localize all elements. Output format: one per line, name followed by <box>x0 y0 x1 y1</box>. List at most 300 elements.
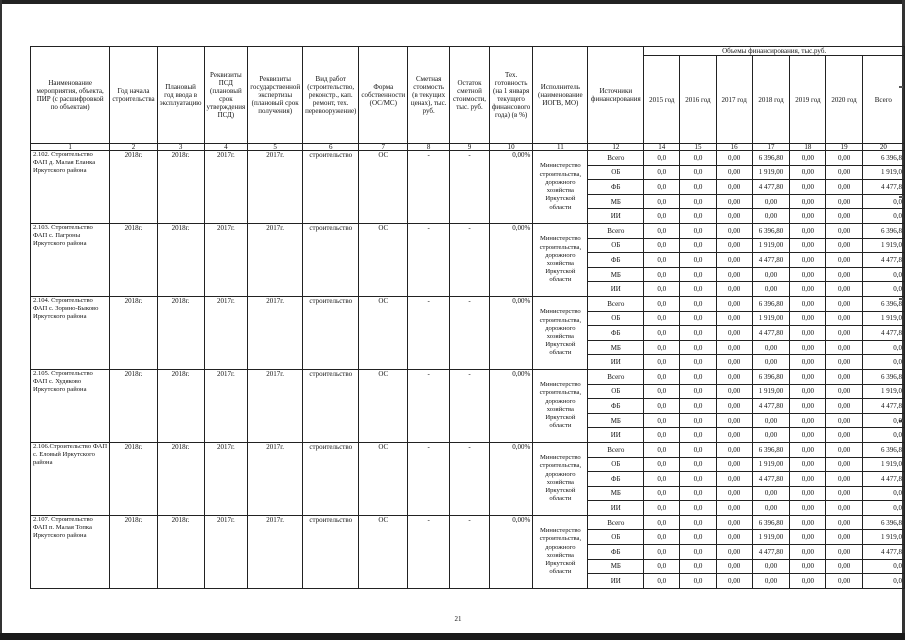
object-psd: 2017г. <box>204 151 248 224</box>
value-total: 6 396,8 <box>862 369 904 384</box>
value-2017: 0,00 <box>716 384 752 399</box>
object-remainder: - <box>450 296 490 369</box>
value-2018: 6 396,80 <box>752 224 790 239</box>
value-2020: 0,00 <box>826 165 862 180</box>
object-year-commission: 2018г. <box>157 442 204 515</box>
column-number: 3 <box>157 144 204 151</box>
value-2016: 0,0 <box>680 165 716 180</box>
column-number: 1 <box>31 144 110 151</box>
value-2020: 0,00 <box>826 472 862 487</box>
value-total: 4 477,8 <box>862 399 904 414</box>
value-2019: 0,00 <box>790 574 826 589</box>
value-2016: 0,0 <box>680 413 716 428</box>
value-2015: 0,0 <box>644 559 680 574</box>
object-ownership: ОС <box>359 151 408 224</box>
object-year-start: 2018г. <box>110 296 157 369</box>
value-2016: 0,0 <box>680 384 716 399</box>
value-2018: 0,00 <box>752 282 790 297</box>
value-2018: 0,00 <box>752 194 790 209</box>
scan-border-top <box>0 0 905 4</box>
header-estimate: Сметная стоимость (в текущих ценах), тыс. руб. <box>408 47 450 144</box>
value-2017: 0,00 <box>716 486 752 501</box>
object-readiness: 0,00% <box>489 224 532 297</box>
value-2019: 0,00 <box>790 340 826 355</box>
value-2019: 0,00 <box>790 326 826 341</box>
value-2016: 0,0 <box>680 296 716 311</box>
value-2019: 0,00 <box>790 209 826 224</box>
value-2020: 0,00 <box>826 326 862 341</box>
value-2015: 0,0 <box>644 384 680 399</box>
funding-source: ИИ <box>588 574 644 589</box>
object-readiness: 0,00% <box>489 369 532 442</box>
value-2016: 0,0 <box>680 428 716 443</box>
value-total: 4 477,8 <box>862 545 904 560</box>
funding-source: ОБ <box>588 165 644 180</box>
object-estimate: - <box>408 442 450 515</box>
funding-source: ИИ <box>588 355 644 370</box>
value-2017: 0,00 <box>716 209 752 224</box>
value-2020: 0,00 <box>826 442 862 457</box>
value-total: 0,0 <box>862 267 904 282</box>
value-2019: 0,00 <box>790 180 826 195</box>
value-2018: 4 477,80 <box>752 472 790 487</box>
header-funding-group: Объемы финансирования, тыс.руб. <box>644 47 905 56</box>
value-2019: 0,00 <box>790 530 826 545</box>
value-2015: 0,0 <box>644 399 680 414</box>
value-2016: 0,0 <box>680 545 716 560</box>
value-2015: 0,0 <box>644 413 680 428</box>
object-work-type: строительство <box>303 369 359 442</box>
object-executor: Министерство строительства, дорожного хозяйства Иркутской области <box>533 515 588 588</box>
value-2017: 0,00 <box>716 428 752 443</box>
value-2020: 0,00 <box>826 515 862 530</box>
value-2016: 0,0 <box>680 530 716 545</box>
header-psd: Реквизиты ПСД (плановый срок утверждения ПСД) <box>204 47 248 144</box>
value-2017: 0,00 <box>716 515 752 530</box>
header-ownership: Форма собственности (ОС/МС) <box>359 47 408 144</box>
object-expertise: 2017г. <box>248 369 303 442</box>
value-total: 0,0 <box>862 355 904 370</box>
value-2020: 0,00 <box>826 296 862 311</box>
header-year-commission: Плановый год ввода в эксплуатацию <box>157 47 204 144</box>
object-estimate: - <box>408 369 450 442</box>
value-2015: 0,0 <box>644 253 680 268</box>
value-2019: 0,00 <box>790 151 826 166</box>
value-2018: 6 396,80 <box>752 296 790 311</box>
object-remainder: - <box>450 515 490 588</box>
funding-source: ИИ <box>588 282 644 297</box>
header-year-2016: 2016 год <box>680 56 716 144</box>
value-2016: 0,0 <box>680 340 716 355</box>
value-2015: 0,0 <box>644 224 680 239</box>
value-2015: 0,0 <box>644 209 680 224</box>
object-executor: Министерство строительства, дорожного хозяйства Иркутской области <box>533 442 588 515</box>
value-2017: 0,00 <box>716 253 752 268</box>
value-2017: 0,00 <box>716 311 752 326</box>
value-2020: 0,00 <box>826 530 862 545</box>
header-year-2018: 2018 год <box>752 56 790 144</box>
value-2015: 0,0 <box>644 180 680 195</box>
value-2020: 0,00 <box>826 559 862 574</box>
value-2016: 0,0 <box>680 369 716 384</box>
value-2016: 0,0 <box>680 472 716 487</box>
value-2015: 0,0 <box>644 442 680 457</box>
object-remainder: - <box>450 151 490 224</box>
value-2020: 0,00 <box>826 545 862 560</box>
value-total: 0,0 <box>862 209 904 224</box>
object-year-commission: 2018г. <box>157 515 204 588</box>
funding-source: ФБ <box>588 326 644 341</box>
value-2018: 4 477,80 <box>752 180 790 195</box>
value-2020: 0,00 <box>826 457 862 472</box>
value-2015: 0,0 <box>644 530 680 545</box>
funding-source: Всего <box>588 442 644 457</box>
funding-source: ОБ <box>588 311 644 326</box>
object-expertise: 2017г. <box>248 296 303 369</box>
value-2017: 0,00 <box>716 224 752 239</box>
header-expertise: Реквизиты государственной экспертизы (плановый срок получения) <box>248 47 303 144</box>
object-ownership: ОС <box>359 442 408 515</box>
value-2016: 0,0 <box>680 151 716 166</box>
financing-table <box>30 46 905 589</box>
value-2015: 0,0 <box>644 238 680 253</box>
value-total: 1 919,0 <box>862 530 904 545</box>
value-2016: 0,0 <box>680 311 716 326</box>
column-number: 9 <box>450 144 490 151</box>
value-2015: 0,0 <box>644 515 680 530</box>
value-2018: 6 396,80 <box>752 442 790 457</box>
column-number: 14 <box>644 144 680 151</box>
object-work-type: строительство <box>303 515 359 588</box>
header-year-2015: 2015 год <box>644 56 680 144</box>
funding-source: ФБ <box>588 399 644 414</box>
value-2016: 0,0 <box>680 238 716 253</box>
value-total: 4 477,8 <box>862 472 904 487</box>
table-header <box>31 47 905 144</box>
value-2017: 0,00 <box>716 238 752 253</box>
funding-source: МБ <box>588 559 644 574</box>
value-total: 4 477,8 <box>862 253 904 268</box>
object-expertise: 2017г. <box>248 442 303 515</box>
value-2019: 0,00 <box>790 486 826 501</box>
object-psd: 2017г. <box>204 442 248 515</box>
value-2017: 0,00 <box>716 194 752 209</box>
value-2015: 0,0 <box>644 545 680 560</box>
value-2019: 0,00 <box>790 238 826 253</box>
value-2015: 0,0 <box>644 574 680 589</box>
value-2017: 0,00 <box>716 296 752 311</box>
value-2017: 0,00 <box>716 457 752 472</box>
value-2017: 0,00 <box>716 559 752 574</box>
value-2019: 0,00 <box>790 311 826 326</box>
value-2019: 0,00 <box>790 413 826 428</box>
header-work-type: Вид работ (строительство, реконстр., кап. ремонт, тех. перевооружение) <box>303 47 359 144</box>
value-2018: 0,00 <box>752 486 790 501</box>
value-2015: 0,0 <box>644 355 680 370</box>
funding-source: ФБ <box>588 472 644 487</box>
object-year-start: 2018г. <box>110 515 157 588</box>
value-2019: 0,00 <box>790 442 826 457</box>
value-total: 0,0 <box>862 501 904 516</box>
object-remainder: - <box>450 369 490 442</box>
object-expertise: 2017г. <box>248 151 303 224</box>
value-total: 0,0 <box>862 574 904 589</box>
value-2018: 0,00 <box>752 340 790 355</box>
value-total: 4 477,8 <box>862 326 904 341</box>
object-name: 2.103. Строительство ФАП с. Пагроны Иркутского района <box>31 224 110 297</box>
header-year-2019: 2019 год <box>790 56 826 144</box>
value-2019: 0,00 <box>790 428 826 443</box>
funding-source: ОБ <box>588 238 644 253</box>
object-executor: Министерство строительства, дорожного хозяйства Иркутской области <box>533 369 588 442</box>
value-total: 0,0 <box>862 428 904 443</box>
object-ownership: ОС <box>359 224 408 297</box>
column-number: 12 <box>588 144 644 151</box>
value-total: 1 919,0 <box>862 457 904 472</box>
value-2017: 0,00 <box>716 369 752 384</box>
header-year-start: Год начала строительства <box>110 47 157 144</box>
value-2018: 1 919,00 <box>752 384 790 399</box>
value-2016: 0,0 <box>680 180 716 195</box>
object-executor: Министерство строительства, дорожного хозяйства Иркутской области <box>533 151 588 224</box>
value-2019: 0,00 <box>790 194 826 209</box>
value-2020: 0,00 <box>826 399 862 414</box>
value-total: 0,0 <box>862 282 904 297</box>
value-2020: 0,00 <box>826 253 862 268</box>
table-row <box>31 515 905 530</box>
table-row <box>31 151 905 166</box>
value-2020: 0,00 <box>826 194 862 209</box>
value-2016: 0,0 <box>680 267 716 282</box>
value-2020: 0,00 <box>826 384 862 399</box>
value-2019: 0,00 <box>790 224 826 239</box>
table-row <box>31 369 905 384</box>
value-2018: 0,00 <box>752 559 790 574</box>
column-number: 4 <box>204 144 248 151</box>
object-year-commission: 2018г. <box>157 224 204 297</box>
value-2017: 0,00 <box>716 574 752 589</box>
funding-source: МБ <box>588 486 644 501</box>
value-2017: 0,00 <box>716 442 752 457</box>
value-2019: 0,00 <box>790 282 826 297</box>
value-2020: 0,00 <box>826 180 862 195</box>
object-remainder: - <box>450 442 490 515</box>
value-2020: 0,00 <box>826 209 862 224</box>
value-2015: 0,0 <box>644 472 680 487</box>
value-2019: 0,00 <box>790 515 826 530</box>
scan-border-left <box>0 0 2 640</box>
funding-source: Всего <box>588 296 644 311</box>
value-total: 1 919,0 <box>862 384 904 399</box>
value-total: 6 396,8 <box>862 224 904 239</box>
object-year-commission: 2018г. <box>157 151 204 224</box>
table-row <box>31 296 905 311</box>
value-2018: 4 477,80 <box>752 326 790 341</box>
object-year-start: 2018г. <box>110 224 157 297</box>
value-2016: 0,0 <box>680 559 716 574</box>
table-row <box>31 442 905 457</box>
value-2015: 0,0 <box>644 326 680 341</box>
value-2019: 0,00 <box>790 457 826 472</box>
value-2018: 0,00 <box>752 574 790 589</box>
header-total: Всего <box>862 56 904 144</box>
column-number: 18 <box>790 144 826 151</box>
value-2020: 0,00 <box>826 501 862 516</box>
header-executor: Исполнитель (наименование ИОГВ, МО) <box>533 47 588 144</box>
value-2019: 0,00 <box>790 501 826 516</box>
value-2017: 0,00 <box>716 472 752 487</box>
object-work-type: строительство <box>303 224 359 297</box>
object-name: 2.104. Строительство ФАП с. Зорино-Быково Иркутского района <box>31 296 110 369</box>
value-total: 1 919,0 <box>862 311 904 326</box>
value-2019: 0,00 <box>790 472 826 487</box>
value-2016: 0,0 <box>680 253 716 268</box>
value-2019: 0,00 <box>790 253 826 268</box>
value-2016: 0,0 <box>680 442 716 457</box>
column-number: 15 <box>680 144 716 151</box>
object-name: 2.105. Строительство ФАП с. Худяково Иркутского района <box>31 369 110 442</box>
object-year-commission: 2018г. <box>157 369 204 442</box>
value-2015: 0,0 <box>644 282 680 297</box>
object-readiness: 0,00% <box>489 296 532 369</box>
value-total: 0,0 <box>862 559 904 574</box>
value-total: 0,0 <box>862 340 904 355</box>
value-2020: 0,00 <box>826 224 862 239</box>
object-estimate: - <box>408 515 450 588</box>
funding-source: Всего <box>588 151 644 166</box>
value-2016: 0,0 <box>680 282 716 297</box>
object-work-type: строительство <box>303 442 359 515</box>
value-2020: 0,00 <box>826 238 862 253</box>
value-2016: 0,0 <box>680 515 716 530</box>
column-number: 10 <box>489 144 532 151</box>
value-2018: 1 919,00 <box>752 165 790 180</box>
header-readiness: Тех. готовность (на 1 января текущего финансового года) (в %) <box>489 47 532 144</box>
value-2015: 0,0 <box>644 369 680 384</box>
value-total: 0,0 <box>862 413 904 428</box>
value-2020: 0,00 <box>826 151 862 166</box>
object-name: 2.107. Строительство ФАП п. Малая Топка Иркутского района <box>31 515 110 588</box>
value-2017: 0,00 <box>716 180 752 195</box>
page-number: 21 <box>454 615 462 623</box>
object-readiness: 0,00% <box>489 151 532 224</box>
object-psd: 2017г. <box>204 515 248 588</box>
value-total: 6 396,8 <box>862 442 904 457</box>
value-2019: 0,00 <box>790 559 826 574</box>
header-remainder: Остаток сметной стоимости, тыс. руб. <box>450 47 490 144</box>
funding-source: ФБ <box>588 545 644 560</box>
object-executor: Министерство строительства, дорожного хозяйства Иркутской области <box>533 296 588 369</box>
value-2016: 0,0 <box>680 399 716 414</box>
value-2015: 0,0 <box>644 340 680 355</box>
value-2015: 0,0 <box>644 311 680 326</box>
value-2019: 0,00 <box>790 355 826 370</box>
value-2017: 0,00 <box>716 545 752 560</box>
table-body <box>31 144 905 589</box>
funding-source: ОБ <box>588 457 644 472</box>
value-2015: 0,0 <box>644 486 680 501</box>
object-estimate: - <box>408 224 450 297</box>
object-ownership: ОС <box>359 296 408 369</box>
object-readiness: 0,00% <box>489 515 532 588</box>
value-2017: 0,00 <box>716 501 752 516</box>
value-2020: 0,00 <box>826 282 862 297</box>
value-2015: 0,0 <box>644 267 680 282</box>
value-2018: 1 919,00 <box>752 530 790 545</box>
funding-source: ИИ <box>588 209 644 224</box>
value-2015: 0,0 <box>644 194 680 209</box>
column-number: 17 <box>752 144 790 151</box>
value-2020: 0,00 <box>826 486 862 501</box>
funding-source: Всего <box>588 224 644 239</box>
funding-source: МБ <box>588 194 644 209</box>
column-number: 20 <box>862 144 904 151</box>
value-2018: 0,00 <box>752 428 790 443</box>
funding-source: ФБ <box>588 253 644 268</box>
value-2020: 0,00 <box>826 369 862 384</box>
value-2017: 0,00 <box>716 340 752 355</box>
value-2018: 1 919,00 <box>752 311 790 326</box>
object-year-start: 2018г. <box>110 151 157 224</box>
column-number: 8 <box>408 144 450 151</box>
value-2020: 0,00 <box>826 355 862 370</box>
value-2015: 0,0 <box>644 151 680 166</box>
value-2015: 0,0 <box>644 457 680 472</box>
header-year-2017: 2017 год <box>716 56 752 144</box>
funding-source: Всего <box>588 515 644 530</box>
value-total: 0,0 <box>862 194 904 209</box>
value-2017: 0,00 <box>716 326 752 341</box>
value-2017: 0,00 <box>716 165 752 180</box>
value-2020: 0,00 <box>826 267 862 282</box>
value-total: 4 477,8 <box>862 180 904 195</box>
object-remainder: - <box>450 224 490 297</box>
value-2017: 0,00 <box>716 399 752 414</box>
value-2018: 0,00 <box>752 267 790 282</box>
funding-source: МБ <box>588 340 644 355</box>
funding-source: МБ <box>588 267 644 282</box>
header-year-2020: 2020 год <box>826 56 862 144</box>
object-year-commission: 2018г. <box>157 296 204 369</box>
header-name: Наименование мероприятия, объекта, ПИР (с расшифровкой по объектам) <box>31 47 110 144</box>
value-total: 0,0 <box>862 486 904 501</box>
value-total: 1 919,0 <box>862 238 904 253</box>
value-2018: 6 396,80 <box>752 515 790 530</box>
value-2018: 6 396,80 <box>752 369 790 384</box>
value-total: 6 396,8 <box>862 151 904 166</box>
header-sources: Источники финансирования <box>588 47 644 144</box>
value-2016: 0,0 <box>680 209 716 224</box>
object-estimate: - <box>408 296 450 369</box>
value-2016: 0,0 <box>680 326 716 341</box>
object-name: 2.102. Строительство ФАП д. Малая Еланка Иркутского района <box>31 151 110 224</box>
value-2019: 0,00 <box>790 296 826 311</box>
value-2017: 0,00 <box>716 355 752 370</box>
value-2016: 0,0 <box>680 194 716 209</box>
object-expertise: 2017г. <box>248 224 303 297</box>
value-2018: 4 477,80 <box>752 253 790 268</box>
object-ownership: ОС <box>359 369 408 442</box>
value-2016: 0,0 <box>680 457 716 472</box>
column-number: 5 <box>248 144 303 151</box>
value-2018: 4 477,80 <box>752 399 790 414</box>
object-year-start: 2018г. <box>110 369 157 442</box>
value-2019: 0,00 <box>790 384 826 399</box>
value-2015: 0,0 <box>644 428 680 443</box>
value-2018: 0,00 <box>752 355 790 370</box>
column-number: 6 <box>303 144 359 151</box>
value-2020: 0,00 <box>826 413 862 428</box>
